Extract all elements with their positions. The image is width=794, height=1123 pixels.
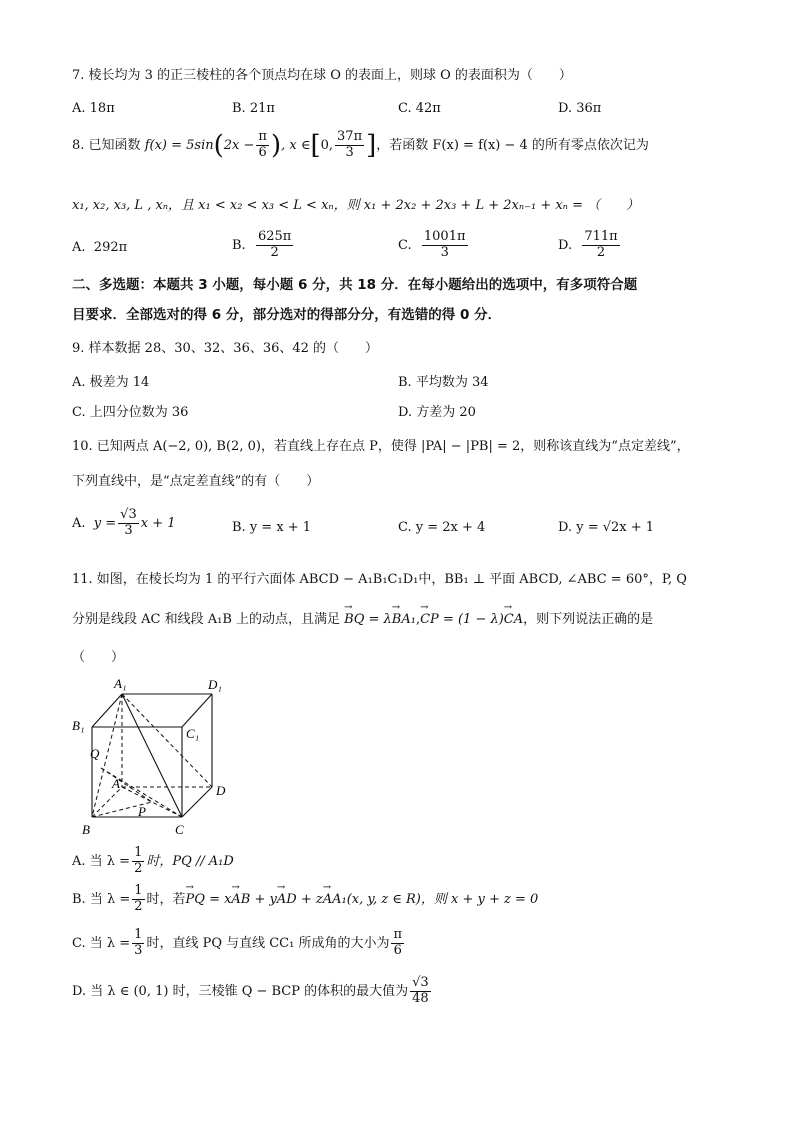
label-a1: A₁: [114, 676, 127, 691]
q11-line3: （ ）: [72, 650, 125, 665]
q9-stem: 9. 样本数据 28、30、32、36、36、42 的（ ）: [72, 341, 379, 356]
label-b1: B₁: [72, 718, 85, 733]
q11-line1: 11. 如图，在棱长均为 1 的平行六面体 ABCD − A₁B₁C₁D₁中，BB₁ ⊥ 平面 ABCD, ∠ABC = 60°，P, Q: [72, 572, 687, 587]
q9-option-b: B. 平均数为 34: [398, 375, 489, 390]
q8-domain: , x ∈: [281, 137, 311, 153]
q11-option-c: C. 当 λ = $\frac{1}{3}$ 时，直线 PQ 与直线 CC₁ 所成角的大小为 $\frac{\pi}{6}$: [72, 927, 403, 958]
q7-option-c: C. 42π: [398, 101, 441, 116]
q10-option-a: A. y = $\frac{√3}{3}$ x + 1: [72, 507, 176, 538]
q8-option-a: A. 292π: [72, 240, 128, 255]
q8-option-b: B. $\frac{625\pi}{2}$: [232, 229, 292, 260]
section2-heading-line1: 二、多选题：本题共 3 小题，每小题 6 分，共 18 分．在每小题给出的选项中，有多项符合题: [72, 277, 638, 293]
label-b: B: [82, 822, 90, 837]
section2-heading-line2: 目要求．全部选对的得 6 分，部分选对的得部分分，有选错的得 0 分．: [72, 307, 502, 323]
q11-option-a: A. 当 λ = $\frac{1}{2}$ 时，PQ // A₁D: [72, 845, 234, 876]
label-d1: D₁: [208, 677, 222, 692]
q9-option-c: C. 上四分位数为 36: [72, 405, 189, 420]
q11-line2: 分别是线段 AC 和线段 A₁B 上的动点，且满足 → BQ = λ→ BA₁,→ CP = (1 − λ)→ CA，则下列说法正确的是: [72, 612, 653, 628]
label-d: D: [216, 783, 226, 798]
q8-line2: x₁, x₂, x₃, L , xₙ，且 x₁ < x₂ < x₃ < L < xₙ，则 x₁ + 2x₂ + 2x₃ + L + 2xₙ₋₁ + xₙ = （ ）: [72, 198, 640, 213]
edge-c-d: [182, 787, 212, 817]
q10-option-b: B. y = x + 1: [232, 520, 312, 535]
q8-interval-right: $\frac{37\pi}{3}$: [337, 129, 363, 160]
q8-stem: 8. 已知函数 f(x) = 5sin(2x − $\frac{\pi}{6}$ ), x ∈[0, $\frac{37\pi}{3}$ ]，若函数 F(x) = f(x) − 4 的所有零点依次记为: [72, 129, 649, 161]
label-c: C: [175, 822, 184, 837]
q11-option-b: B. 当 λ = $\frac{1}{2}$ 时，若→ PQ = x→ AB + y→ AD + z→ AA₁(x, y, z ∈ R)，则 x + y + z = 0: [72, 884, 538, 915]
q8-number: 8. 已知函数: [72, 137, 141, 153]
q7-option-d: D. 36π: [558, 101, 602, 116]
q8-interval-left: 0,: [320, 137, 334, 153]
label-p: P: [138, 804, 146, 819]
q9-option-d: D. 方差为 20: [398, 405, 476, 420]
label-c1: C₁: [186, 726, 200, 741]
q10-line2: 下列直线中，是“点定差直线”的有（ ）: [72, 474, 320, 489]
q8-pi-over-6: $\frac{\pi}{6}$: [258, 129, 267, 160]
q8-option-c: C. $\frac{1001\pi}{3}$: [398, 229, 466, 260]
q8-function: f(x) = 5sin: [144, 137, 214, 153]
q10-option-d: D. y = √2x + 1: [558, 520, 655, 535]
parallelepiped-figure: [70, 672, 240, 842]
edge-b-a-hidden: [92, 787, 122, 817]
q10-line1: 10. 已知两点 A(−2, 0), B(2, 0)，若直线上存在点 P，使得 |PA| − |PB| = 2，则称该直线为“点定差线”，: [72, 439, 690, 454]
q9-option-a: A. 极差为 14: [72, 375, 150, 390]
label-a: A: [112, 776, 120, 791]
q8-option-d: D. $\frac{711\pi}{2}$: [558, 229, 618, 260]
q8-argument: 2x −: [223, 137, 255, 153]
edge-c1-d1: [182, 694, 212, 727]
label-q: Q: [90, 746, 100, 761]
q7-option-a: A. 18π: [72, 101, 115, 116]
q7-stem: 7. 棱长均为 3 的正三棱柱的各个顶点均在球 O 的表面上，则球 O 的表面积为（ ）: [72, 68, 572, 83]
q10-option-c: C. y = 2x + 4: [398, 520, 486, 535]
q8-stem-end: ，若函数 F(x) = f(x) − 4 的所有零点依次记为: [376, 137, 649, 153]
line-a-c-hidden: [122, 787, 182, 817]
q7-option-b: B. 21π: [232, 101, 275, 116]
q11-option-d: D. 当 λ ∈ (0, 1) 时，三棱锥 Q − BCP 的体积的最大值为 $\frac{√3}{48}$: [72, 975, 429, 1006]
